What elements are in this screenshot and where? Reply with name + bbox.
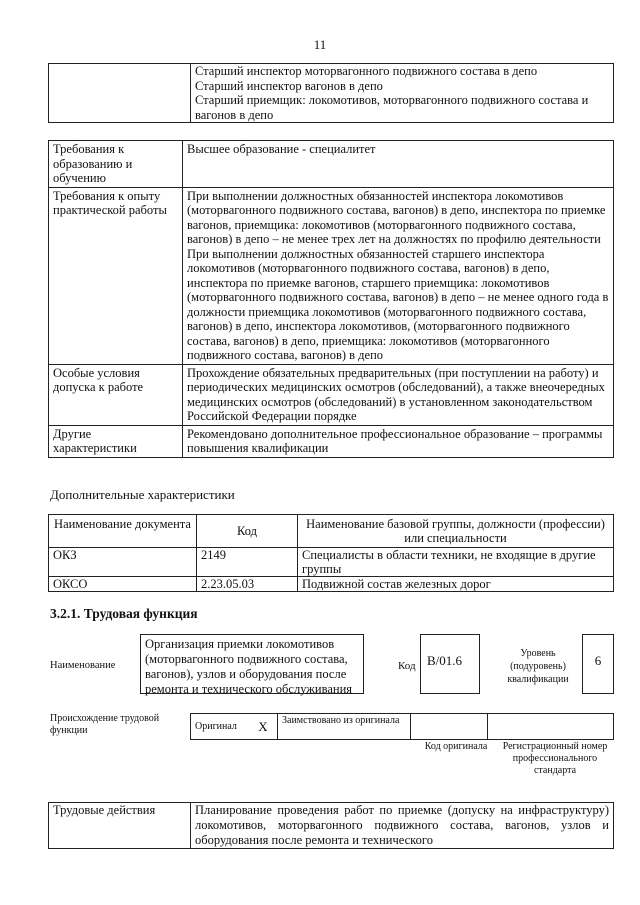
req-value-education: Высшее образование - специалитет	[183, 141, 614, 188]
req-label-experience: Требования к опыту практической работы	[49, 187, 183, 364]
actions-table	[48, 802, 614, 849]
requirements-table	[48, 140, 614, 458]
origin-label: Происхождение трудовой функции	[50, 713, 160, 736]
extra-header-name: Наименование базовой группы, должности (профессии) или специальности	[298, 515, 614, 548]
level-box: 6	[582, 634, 614, 694]
extra-heading: Дополнительные характеристики	[50, 487, 235, 502]
actions-text: Планирование проведения работ по приемке (допуску на инфраструктуру) локомотивов, моторвагонного подвижного состава, вагонов, узлов и оборудования после ремонта и технического	[191, 803, 614, 849]
req-label-other: Другие характеристики	[49, 425, 183, 457]
extra-header-code: Код	[197, 515, 298, 548]
req-value-experience	[183, 187, 614, 364]
section-title: 3.2.1. Трудовая функция	[50, 606, 198, 621]
extra-cell: Подвижной состав железных дорог	[298, 577, 614, 592]
req-paragraph: При выполнении должностных обязанностей инспектора локомотивов (моторвагонного подвижного состава, вагонов) в депо, инспектора по приемке вагонов, приемщика: локомотивов (моторвагонного подвижного состава, вагонов) в депо – не менее трех лет на должностях по профилю деятельности	[187, 188, 606, 246]
roles-table	[48, 63, 614, 123]
actions-label: Трудовые действия	[49, 803, 191, 849]
page-number: 11	[313, 37, 327, 52]
req-paragraph: При выполнении должностных обязанностей старшего инспектора локомотивов (моторвагонного подвижного состава, вагонов) в депо, инспектора по приемке вагонов, старшего приемщика: локомотивов (моторвагонного подвижного состава, вагонов) в депо – не менее одного года в должности приемщика локомотивов (моторвагонного подвижного состава, вагонов) в депо, инспектора локомотивов, (моторвагонного подвижного состава, вагонов) в депо, приемщика: локомотивов (моторвагонного подвижного состава, вагонов) в депо	[187, 246, 609, 362]
req-label-education: Требования к образованию и обучению	[49, 141, 183, 188]
extra-cell: Специалисты в области техники, не входящие в другие группы	[298, 548, 614, 577]
code-original-label: Код оригинала	[424, 741, 488, 752]
extra-cell: ОКЗ	[49, 548, 197, 577]
extra-cell: 2.23.05.03	[197, 577, 298, 592]
borrowed-label: Заимствовано из оригинала	[278, 714, 411, 740]
reg-number-label: Регистрационный номер профессионального стандарта	[502, 741, 608, 776]
role-item: Старший приемщик: локомотивов, моторвагонного подвижного состава и вагонов в депо	[195, 93, 589, 122]
role-item: Старший инспектор вагонов в депо	[195, 78, 383, 93]
original-mark: X	[249, 714, 278, 740]
req-label-conditions: Особые условия допуска к работе	[49, 364, 183, 425]
extra-table	[48, 514, 614, 592]
origin-table	[190, 713, 614, 740]
level-label: Уровень (подуровень) квалификации	[507, 648, 569, 685]
req-value-other: Рекомендовано дополнительное профессиональное образование – программы повышения квалификации	[183, 425, 614, 457]
code-label: Код	[398, 660, 416, 672]
code-box: B/01.6	[420, 634, 480, 694]
original-label: Оригинал	[191, 714, 250, 740]
function-name-label: Наименование	[50, 660, 116, 671]
roles-cell	[191, 64, 614, 123]
reg-number-cell	[488, 714, 614, 740]
extra-cell: ОКСО	[49, 577, 197, 592]
extra-header-doc: Наименование документа	[49, 515, 197, 548]
function-name-box: Организация приемки локомотивов (моторвагонного подвижного состава, вагонов), узлов и оборудования после ремонта и технического обслуживания	[140, 634, 364, 694]
code-original-cell	[411, 714, 488, 740]
req-value-conditions: Прохождение обязательных предварительных (при поступлении на работу) и периодических медицинских осмотров (обследований), а также внеочередных медицинских осмотров (обследований) в установленном законодательством Российской Федерации порядке	[183, 364, 614, 425]
roles-label-cell	[49, 64, 191, 123]
role-item: Старший инспектор моторвагонного подвижного состава в депо	[195, 64, 538, 78]
extra-cell: 2149	[197, 548, 298, 577]
